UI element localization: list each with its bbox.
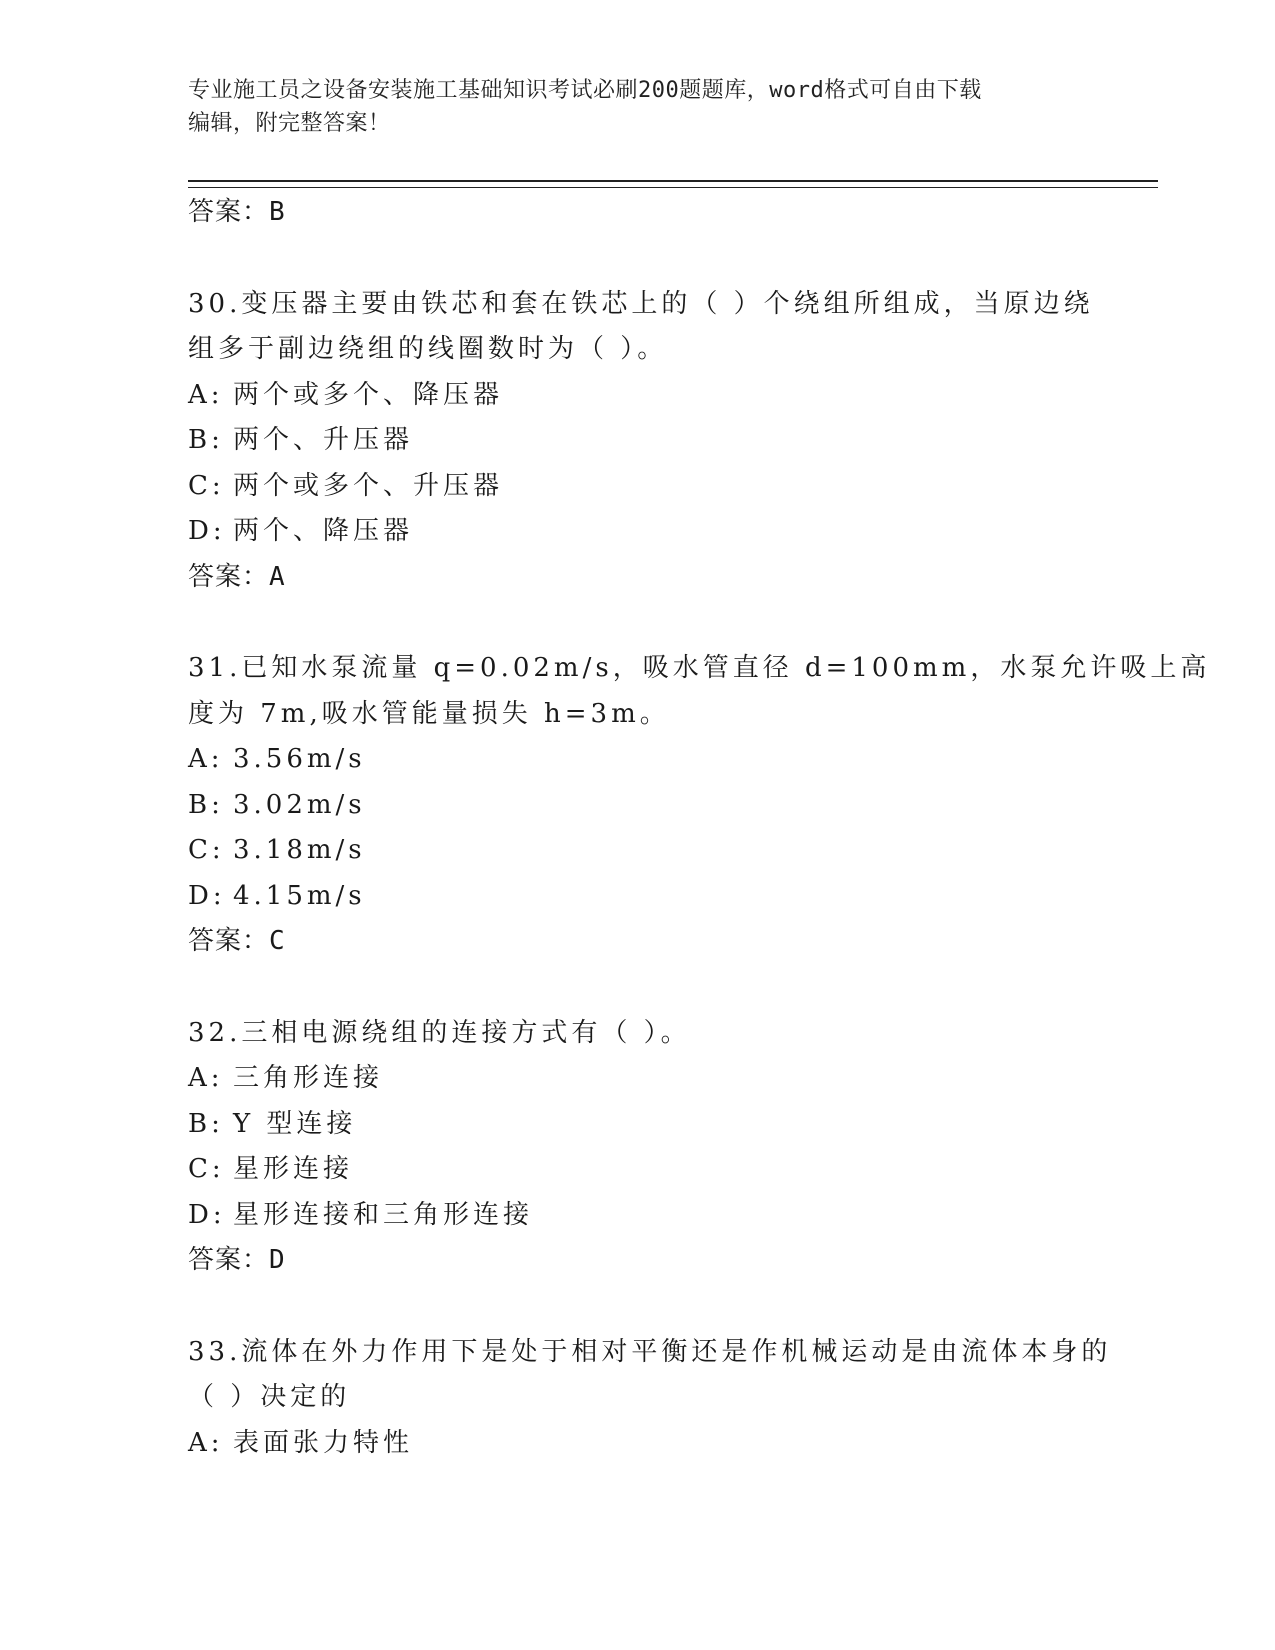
option-key: C:: [188, 1154, 225, 1184]
option-a: [188, 373, 1158, 419]
option-text: 3.56m/s: [233, 744, 366, 774]
option-text: 三角形连接: [233, 1063, 384, 1093]
answer-line: 答案：D: [188, 1245, 286, 1275]
option-a: [188, 737, 1158, 783]
option-text: Y 型连接: [233, 1108, 357, 1139]
question-33: [188, 1330, 1158, 1467]
header-line-1: 专业施工员之设备安装施工基础知识考试必刷200题题库，word格式可自由下载: [188, 78, 982, 103]
option-key: A:: [188, 744, 224, 774]
spacer: [188, 965, 1158, 1011]
answer-line: 答案：C: [188, 926, 286, 956]
option-text: 3.18m/s: [233, 835, 366, 865]
answer-line: 答案：A: [188, 561, 286, 592]
option-text: 两个、升压器: [233, 425, 414, 455]
option-c: [188, 828, 1158, 874]
document-page: [188, 0, 1211, 1650]
option-c: [188, 464, 1158, 510]
option-text: 两个或多个、升压器: [233, 470, 504, 501]
option-key: B:: [188, 1108, 224, 1139]
question-31: [188, 646, 1211, 965]
option-key: A:: [188, 1427, 224, 1458]
option-key: D:: [188, 516, 226, 546]
spacer: [188, 236, 1158, 282]
option-key: D:: [188, 880, 226, 911]
question-stem: 组多于副边绕组的线圈数时为（ ）。: [188, 334, 668, 364]
option-d: [188, 874, 1158, 920]
question-list: [188, 190, 1211, 1466]
question-stem: 30.变压器主要由铁芯和套在铁芯上的（ ）个绕组所组成，当原边绕: [188, 288, 1094, 319]
option-b: [188, 418, 1158, 464]
question-stem: 33.流体在外力作用下是处于相对平衡还是作机械运动是由流体本身的: [188, 1336, 1112, 1367]
option-text: 3.02m/s: [233, 789, 366, 820]
option-a: [188, 1421, 1158, 1467]
option-d: [188, 1193, 1158, 1239]
option-text: 星形连接和三角形连接: [233, 1199, 534, 1230]
question-stem: 度为 7m,吸水管能量损失 h=3m。: [188, 698, 670, 729]
option-text: 表面张力特性: [233, 1427, 414, 1458]
option-text: 两个、降压器: [233, 516, 414, 546]
option-a: [188, 1056, 1158, 1102]
option-key: D:: [188, 1199, 226, 1230]
spacer: [188, 1284, 1158, 1330]
option-key: C:: [188, 835, 225, 865]
question-32: [188, 1011, 1158, 1284]
question-stem: 31.已知水泵流量 q=0.02m/s，吸水管直径 d=100mm，水泵允许吸上高: [188, 653, 1211, 683]
document-header: [188, 74, 1078, 140]
option-c: [188, 1147, 1158, 1193]
option-b: [188, 1102, 1158, 1148]
option-key: B:: [188, 789, 224, 820]
question-stem: （ ）决定的: [188, 1382, 351, 1412]
header-line-2: 编辑，附完整答案！: [188, 111, 391, 136]
header-divider: [188, 180, 1158, 188]
option-key: A:: [188, 1063, 224, 1093]
option-text: 星形连接: [233, 1154, 354, 1184]
question-stem: 32.三相电源绕组的连接方式有（ ）。: [188, 1017, 691, 1048]
spacer: [188, 600, 1158, 646]
question-30: [188, 282, 1158, 601]
option-key: A:: [188, 379, 224, 410]
previous-answer: 答案：B: [188, 197, 286, 227]
option-b: [188, 783, 1158, 829]
option-key: C:: [188, 470, 225, 501]
option-key: B:: [188, 425, 224, 455]
option-d: [188, 509, 1158, 555]
option-text: 4.15m/s: [233, 880, 366, 911]
option-text: 两个或多个、降压器: [233, 379, 504, 410]
